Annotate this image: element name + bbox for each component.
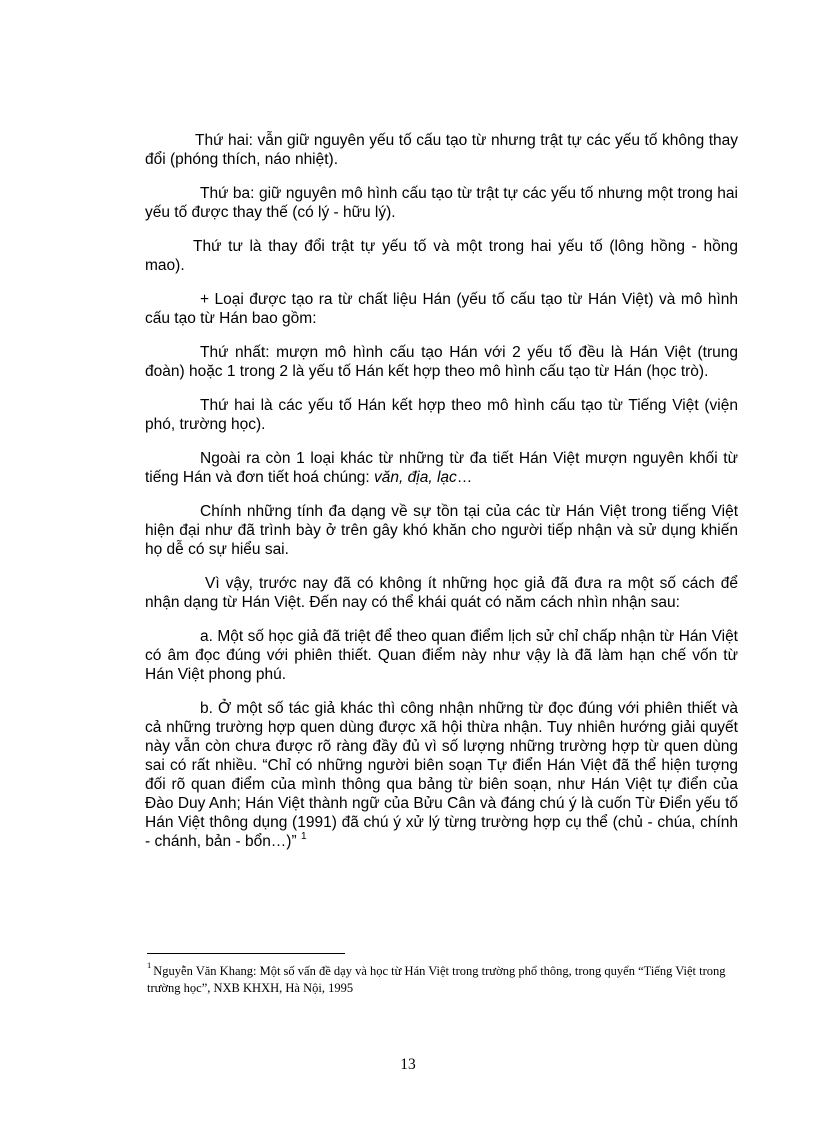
paragraph-1: Thứ hai: vẫn giữ nguyên yếu tố cấu tạo từ nhưng trật tự các yếu tố không thay đổi (phóng thích, náo nhiệt). <box>145 132 738 168</box>
paragraph-7 <box>145 449 738 487</box>
paragraph-7-end: … <box>456 469 473 486</box>
paragraph-3: Thứ tư là thay đổi trật tự yếu tố và một trong hai yếu tố (lông hồng - hồng mao). <box>145 238 738 274</box>
footnote-marker: 1 <box>147 959 152 970</box>
paragraph-7-italic: văn, địa, lạc <box>374 469 457 486</box>
paragraph-6: Thứ hai là các yếu tố Hán kết hợp theo mô hình cấu tạo từ Tiếng Việt (viện phó, trường học). <box>145 397 738 433</box>
footnote-text: Nguyễn Văn Khang: Một số vấn đề dạy và học từ Hán Việt trong trường phổ thông, trong quyển “Tiếng Việt trong trường học”, NXB KHXH, Hà Nội, 1995 <box>147 964 726 995</box>
footnote <box>147 959 747 997</box>
paragraph-2: Thứ ba: giữ nguyên mô hình cấu tạo từ trật tự các yếu tố nhưng một trong hai yếu tố được thay thế (có lý - hữu lý). <box>145 185 738 221</box>
paragraph-8: Chính những tính đa dạng về sự tồn tại của các từ Hán Việt trong tiếng Việt hiện đại như đã trình bày ở trên gây khó khăn cho người tiếp nhận và sử dụng khiến họ dễ có sự hiểu sai. <box>145 503 738 558</box>
body-text <box>145 131 738 866</box>
paragraph-11-text: b. Ở một số tác giả khác thì công nhận những từ đọc đúng với phiên thiết và cả những trường hợp quen dùng được xã hội thừa nhận. Tuy nhiên hướng giải quyết này vẫn còn chưa được rõ ràng đầy đủ vì số lượng những trường hợp từ quen dùng sai có rất nhiều. “Chỉ có những người biên soạn Tự điển Hán Việt đã thể hiện tượng đối rõ quan điểm của mình thông qua bảng từ biên soạn, như Hán Việt tự điển của Đào Duy Anh; Hán Việt thành ngữ của Bửu Cân và đáng chú ý là cuốn Từ Điển yếu tố Hán Việt thông dụng (1991) đã chú ý xử lý từng trường hợp cụ thể (chủ - chúa, chính - chánh, bản - bổn…)” <box>145 700 738 850</box>
paragraph-5: Thứ nhất: mượn mô hình cấu tạo Hán với 2 yếu tố đều là Hán Việt (trung đoàn) hoặc 1 trong 2 là yếu tố Hán kết hợp theo mô hình cấu tạo từ Hán (học trò). <box>145 344 738 380</box>
page-number: 13 <box>400 1056 416 1073</box>
paragraph-11 <box>145 699 738 851</box>
paragraph-4: + Loại được tạo ra từ chất liệu Hán (yếu tố cấu tạo từ Hán Việt) và mô hình cấu tạo từ Hán bao gồm: <box>145 291 738 327</box>
paragraph-7-main: Ngoài ra còn 1 loại khác từ những từ đa tiết Hán Việt mượn nguyên khối từ tiếng Hán và đơn tiết hoá chúng: <box>145 450 738 486</box>
paragraph-9: Vì vậy, trước nay đã có không ít những học giả đã đưa ra một số cách để nhận dạng từ Hán Việt. Đến nay có thể khái quát có năm cách nhìn nhận sau: <box>145 575 738 611</box>
footnote-divider <box>147 953 345 954</box>
footnote-reference: 1 <box>300 830 307 842</box>
paragraph-10: a. Một số học giả đã triệt để theo quan điểm lịch sử chỉ chấp nhận từ Hán Việt có âm đọc đúng với phiên thiết. Quan điểm này như vậy là đã làm hạn chế vốn từ Hán Việt phong phú. <box>145 628 738 683</box>
